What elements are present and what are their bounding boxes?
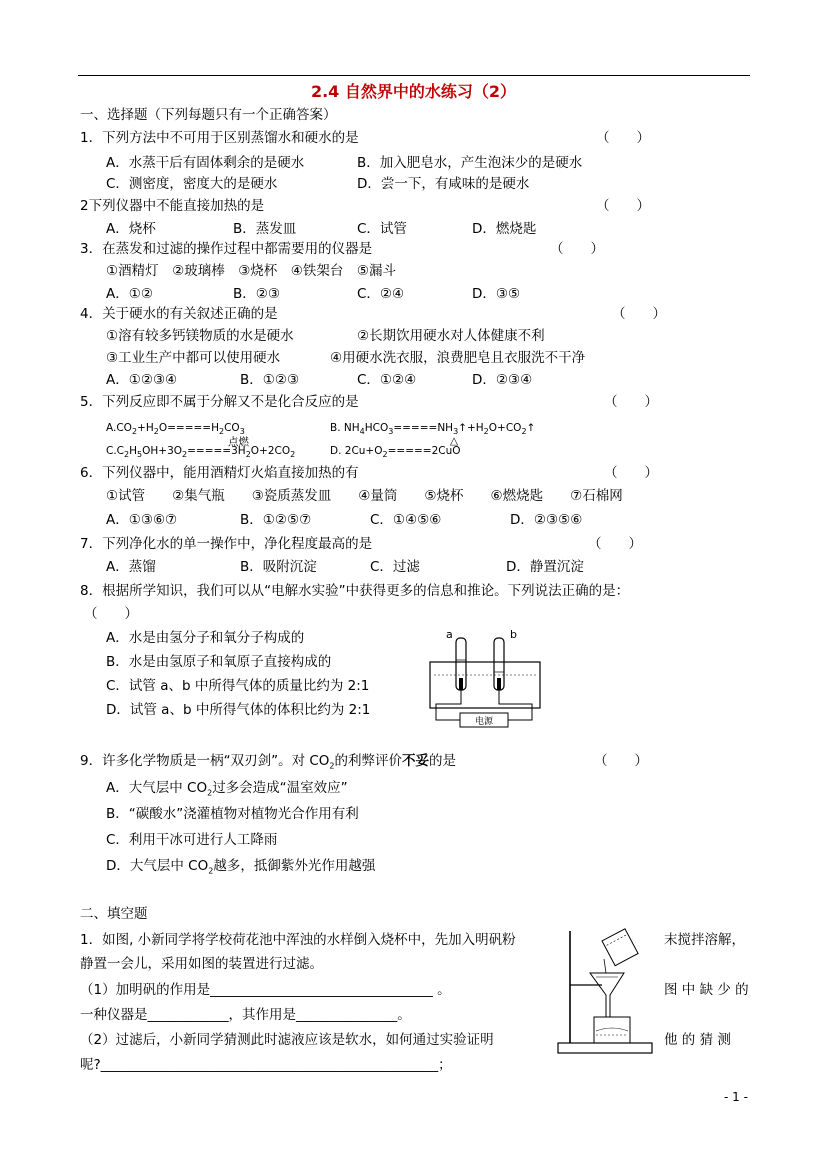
q7-option-b: B．吸附沉淀 [240,559,317,575]
q7-option-a: A．蒸馏 [106,559,156,575]
page-number: - 1 - [724,1090,748,1104]
q3-option-a: A．①② [106,286,153,302]
q7-option-c: C．过滤 [370,559,420,575]
q4-item-2: ②长期饮用硬水对人体健康不利 [357,328,545,344]
q6-option-a: A．①③⑥⑦ [106,512,178,528]
fig-label-a: a [446,628,453,641]
q2-option-c: C．试管 [357,221,407,237]
q3-stem: 3．在蒸发和过滤的操作过程中都需要用的仪器是 [80,241,373,257]
q8-option-d: D．试管 a、b 中所得气体的体积比约为 2:1 [106,702,371,718]
fill1-line1-left: 1．如图, 小新同学将学校荷花池中浑浊的水样倒入烧杯中，先加入明矾粉 [80,932,516,948]
header-rule [78,75,750,76]
q8-option-a: A．水是由氢分子和氧分子构成的 [106,630,305,646]
q3-paren: （ ） [550,241,604,257]
q3-option-d: D．③⑤ [472,286,521,302]
q6-items: ①试管 ②集气瓶 ③瓷质蒸发皿 ④量筒 ⑤烧杯 ⑥燃烧匙 ⑦石棉网 [106,488,623,504]
q3-option-b: B．②③ [233,286,280,302]
q5-condition-heat: △ [450,435,459,447]
electrolysis-apparatus-figure [420,620,560,732]
q8-option-c: C．试管 a、b 中所得气体的质量比约为 2:1 [106,678,370,694]
section1-heading: 一、选择题（下列每题只有一个正确答案） [80,107,337,123]
q1-option-b: B．加入肥皂水，产生泡沫少的是硬水 [357,155,583,171]
fill1-line3-right: 图 中 缺 少 的 [664,982,749,998]
q5-option-b: B. $NH_4HCO_3=====NH_3↑+H_2O+CO_2↑$ [330,422,536,437]
q4-option-a: A．①②③④ [106,372,178,388]
fill1-line4: 一种仪器是____________，其作用是_______________。 [80,1007,411,1023]
q2-option-d: D．燃烧匙 [472,221,537,237]
q4-item-1: ①溶有较多钙镁物质的水是硬水 [106,328,294,344]
q1-option-d: D．尝一下，有咸味的是硬水 [357,176,530,192]
q8-option-b: B．水是由氢原子和氧原子直接构成的 [106,654,332,670]
q7-paren: （ ） [588,536,642,552]
q1-option-c: C．测密度，密度大的是硬水 [106,176,278,192]
q8-stem: 8．根据所学知识，我们可以从“电解水实验”中获得更多的信息和推论。下列说法正确的是： [80,583,630,599]
fill1-line1-right: 末搅拌溶解， [664,932,745,948]
q9-option-d: D．大气层中 $CO_2$越多，抵御紫外光作用越强 [106,858,376,876]
fill1-line6: 呢?__________________________________________________； [80,1057,452,1073]
fill1-line5-left: （2）过滤后，小新同学猜测此时滤液应该是软水，如何通过实验证明 [80,1032,494,1048]
q2-option-a: A．烧杯 [106,221,156,237]
q5-option-a: $A.CO_2+H_2O=====H_2CO_3$ [106,422,245,437]
q1-paren: （ ） [596,130,650,146]
filtration-apparatus-figure [554,925,658,1061]
fill1-line5-right: 他 的 猜 测 [664,1032,731,1048]
q9-paren: （ ） [594,753,648,769]
fill1-line3-left: （1）加明矾的作用是_________________________________ 。 [80,982,451,998]
q9-option-b: B．“碳酸水”浇灌植物对植物光合作用有利 [106,806,359,822]
q9-option-a: A．大气层中 $CO_2$过多会造成“温室效应” [106,780,348,798]
q5-option-d: D. $2Cu+O_2=====2CuO$ [330,445,461,460]
q7-option-d: D．静置沉淀 [506,559,584,575]
q4-stem: 4．关于硬水的有关叙述正确的是 [80,306,278,322]
q4-paren: （ ） [612,306,666,322]
q2-paren: （ ） [596,198,650,214]
q1-option-a: A．水蒸干后有固体剩余的是硬水 [106,155,305,171]
fill1-line2: 静置一会儿，采用如图的装置进行过滤。 [80,956,323,972]
q4-option-c: C．①②④ [357,372,417,388]
page-title: 2.4 自然界中的水练习（2） [310,82,517,101]
q2-option-b: B．蒸发皿 [233,221,297,237]
q4-item-3: ③工业生产中都可以使用硬水 [106,350,281,366]
section2-heading: 二、填空题 [80,906,148,922]
q6-option-c: C．①④⑤⑥ [370,512,442,528]
q5-stem: 5．下列反应即不属于分解又不是化合反应的是 [80,394,359,410]
q5-paren: （ ） [604,394,658,410]
q6-paren: （ ） [604,465,658,481]
q4-item-4: ④用硬水洗衣服，浪费肥皂且衣服洗不干净 [330,350,586,366]
q6-option-b: B．①②⑤⑦ [240,512,312,528]
q8-paren: （ ） [84,606,138,622]
q7-stem: 7．下列净化水的单一操作中，净化程度最高的是 [80,536,373,552]
q5-condition-ignite: 点燃 [228,436,249,448]
q3-option-c: C．②④ [357,286,405,302]
q2-stem: 2下列仪器中不能直接加热的是 [80,198,265,214]
q6-option-d: D．②③⑤⑥ [510,512,583,528]
q4-option-b: B．①②③ [240,372,300,388]
q3-items: ①酒精灯 ②玻璃棒 ③烧杯 ④铁架台 ⑤漏斗 [106,263,397,279]
q1-stem: 1．下列方法中不可用于区别蒸馏水和硬水的是 [80,130,359,146]
q9-stem: 9．许多化学物质是一柄“双刃剑”。对 $CO_2$的利弊评价不妥的是 [80,753,457,771]
fig-label-b: b [510,628,517,641]
q9-option-c: C．利用干冰可进行人工降雨 [106,832,278,848]
q6-stem: 6．下列仪器中，能用酒精灯火焰直接加热的有 [80,465,359,481]
fig-power-label: 电源 [474,717,494,727]
q5-option-c: $C.C_2H_5OH+3O_2=====3H_2O+2CO_2$ [106,445,296,460]
q4-option-d: D．②③④ [472,372,533,388]
